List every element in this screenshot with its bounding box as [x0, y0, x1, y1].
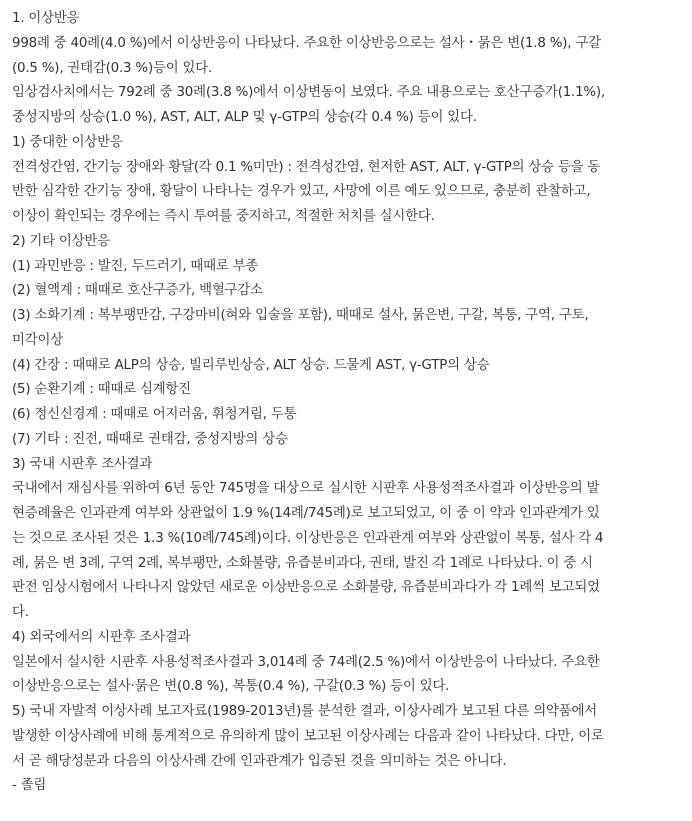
text-line: 례, 묽은 변 3례, 구역 2례, 복부팽만, 소화불량, 유즙분비과다, 권태, 발진 각 1례로 나타났다. 이 중 시 — [12, 555, 593, 571]
subsection-heading: 3) 국내 시판후 조사결과 — [12, 456, 153, 472]
subsection-heading: 5) 국내 자발적 이상사례 보고자료(1989-2013년)를 분석한 결과, 이상사례가 보고된 다른 의약품에서 — [12, 704, 597, 719]
text-line: 판전 임상시험에서 나타나지 않았던 새로운 이상반응으로 소화불량, 유즙분비과다가 각 1례씩 보고되었 — [12, 580, 600, 596]
text-line: 임상검사치에서는 792례 중 30례(3.8 %)에서 이상변동이 보였다. 주요 내용으로는 호산구증가(1.1%), — [12, 85, 606, 101]
subsection-heading: 1) 중대한 이상반응 — [12, 134, 123, 150]
text-line: 발생한 이상사례에 비해 통계적으로 유의하게 많이 보고된 이상사례는 다음과 같이 나타났다. 다만, 이로 — [12, 728, 604, 744]
text-line: 일본에서 실시한 시판후 사용성적조사결과 3,014례 중 74례(2.5 %)에서 이상반응이 나타났다. 주요한 — [12, 654, 600, 670]
list-item: - 졸림 — [12, 778, 47, 794]
list-item: (3) 소화기계 : 복부팽만감, 구강마비(혀와 입술을 포함), 때때로 설사, 묽은변, 구갈, 복통, 구역, 구토, — [12, 308, 589, 323]
text-line: 다. — [12, 605, 29, 620]
list-item: (7) 기타 : 진전, 때때로 권태감, 중성지방의 상승 — [12, 431, 288, 447]
list-item: (1) 과민반응 : 발진, 두드러기, 때때로 부종 — [12, 258, 259, 274]
text-line: 는 것으로 조사된 것은 1.3 %(10례/745례)이다. 이상반응은 인과관계 여부와 상관없이 복통, 설사 각 4 — [12, 530, 604, 546]
list-item: (6) 정신신경계 : 때때로 어지러움, 휘청거림, 두통 — [12, 407, 297, 422]
list-item: (4) 간장 : 때때로 ALP의 상승, 빌리루빈상승, ALT 상승. 드물게 AST, γ-GTP의 상승 — [12, 357, 490, 373]
text-line: 이상반응으로는 설사·묽은 변(0.8 %), 복통(0.4 %), 구갈(0.3 %) 등이 있다. — [12, 679, 450, 695]
text-line: 현증례율은 인과관계 여부와 상관없이 1.9 %(14례/745례)로 보고되었고, 이 중 이 약과 인과관계가 있 — [12, 506, 600, 521]
text-line: (0.5 %), 권태감(0.3 %)등이 있다. — [12, 60, 213, 76]
list-item-continuation: 미각이상 — [12, 332, 63, 348]
subsection-heading: 2) 기타 이상반응 — [12, 233, 110, 249]
text-line: 반한 심각한 간기능 장애, 황달이 나타나는 경우가 있고, 사망에 이른 예도 있으므로, 충분히 관찰하고, — [12, 184, 591, 200]
list-item: (2) 혈액계 : 때때로 호산구증가, 백혈구감소 — [12, 283, 263, 299]
text-line: 국내에서 재심사를 위하여 6년 동안 745명을 대상으로 실시한 시판후 사용성적조사결과 이상반응의 발 — [12, 481, 600, 497]
text-line: 998례 중 40례(4.0 %)에서 이상반응이 나타났다. 주요한 이상반응으로는 설사・묽은 변(1.8 %), 구갈 — [12, 35, 601, 51]
text-line: 전격성간염, 간기능 장애와 황달(각 0.1 %미만) : 전격성간염, 현저한 AST, ALT, γ-GTP의 상승 등을 동 — [12, 159, 601, 175]
subsection-heading: 4) 외국에서의 시판후 조사결과 — [12, 629, 191, 645]
text-line: 중성지방의 상승(1.0 %), AST, ALT, ALP 및 γ-GTP의 상승(각 0.4 %) 등이 있다. — [12, 110, 477, 125]
text-line: 이상이 확인되는 경우에는 즉시 투여를 중지하고, 적절한 처치를 실시한다. — [12, 209, 435, 224]
text-line: 서 곧 해당성분과 다음의 이상사례 간에 인과관계가 입증된 것을 의미하는 것은 아니다. — [12, 753, 507, 769]
list-item: (5) 순환기계 : 때때로 심계항진 — [12, 382, 191, 398]
section-heading: 1. 이상반응 — [12, 11, 80, 26]
